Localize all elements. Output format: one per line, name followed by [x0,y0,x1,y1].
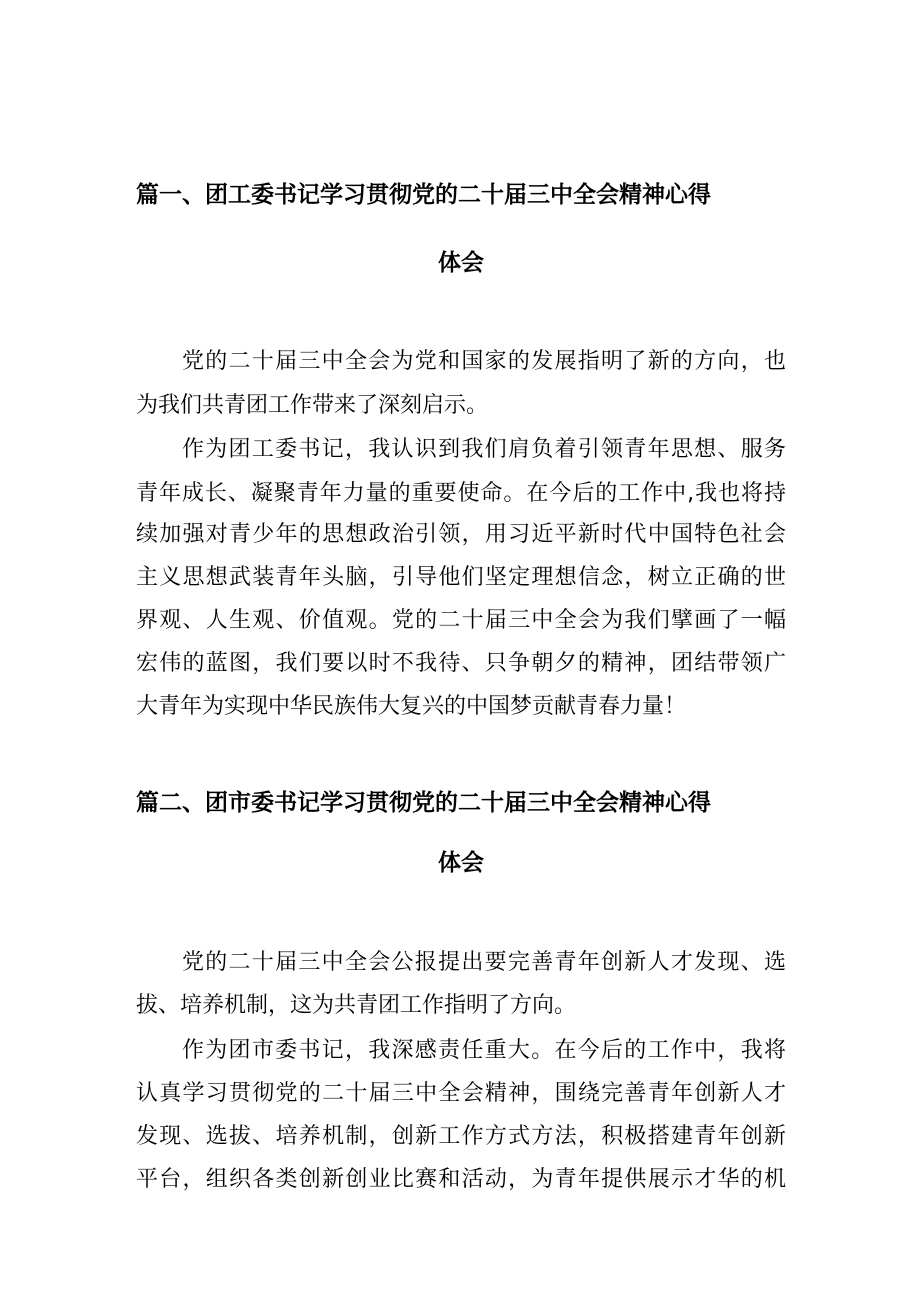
section2-heading-line1: 篇二、团市委书记学习贯彻党的二十届三中全会精神心得 [136,790,711,816]
section1-para2-line: 界观、人生观、价值观。党的二十届三中全会为我们擘画了一幅 [136,608,786,633]
section2-heading-line2: 体会 [438,850,484,876]
section1-heading-line1: 篇一、团工委书记学习贯彻党的二十届三中全会精神心得 [136,182,711,208]
section2-para1-line: 党的二十届三中全会公报提出要完善青年创新人才发现、选 [182,950,786,975]
section1-para2-line: 宏伟的蓝图，我们要以时不我待、只争朝夕的精神，团结带领广 [136,651,786,676]
section1-para2-line: 作为团工委书记，我认识到我们肩负着引领青年思想、服务 [182,437,786,462]
section2-para2-line: 发现、选拔、培养机制，创新工作方式方法，积极搭建青年创新 [136,1124,786,1149]
section1-para1-line: 党的二十届三中全会为党和国家的发展指明了新的方向，也 [182,349,786,374]
section1-para1-line: 为我们共青团工作带来了深刻启示。 [136,393,489,418]
section1-heading-line2: 体会 [438,250,484,276]
section2-para1-line: 拔、培养机制，这为共青团工作指明了方向。 [136,993,577,1018]
section2-para2-line: 认真学习贯彻党的二十届三中全会精神，围绕完善青年创新人才 [136,1081,786,1106]
section1-para2-line: 大青年为实现中华民族伟大复兴的中国梦贡献青春力量！ [136,694,687,719]
section1-para2-line: 续加强对青少年的思想政治引领，用习近平新时代中国特色社会 [136,522,786,547]
section1-para2-line: 主义思想武装青年头脑，引导他们坚定理想信念，树立正确的世 [136,565,786,590]
section2-para2-line: 平台，组织各类创新创业比赛和活动，为青年提供展示才华的机 [136,1167,786,1192]
section1-para2-line: 青年成长、凝聚青年力量的重要使命。在今后的工作中,我也将持 [136,481,786,506]
section2-para2-line: 作为团市委书记，我深感责任重大。在今后的工作中，我将 [182,1038,786,1063]
